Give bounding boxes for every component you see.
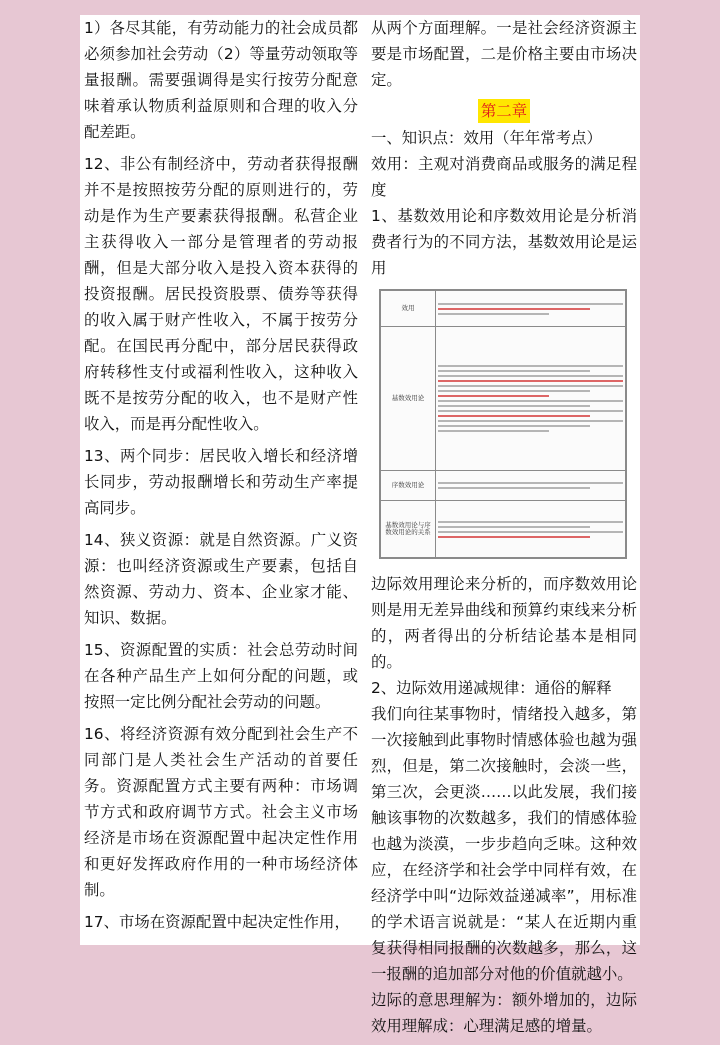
diminishing-marginal-utility-title: 2、边际效用递减规律：通俗的解释 (371, 679, 612, 697)
paragraph-left-15: 15、资源配置的实质：社会总劳动时间在各种产品生产上如何分配的问题，或按照一定比例分配社会劳动的问题。 (84, 641, 358, 711)
paragraph-marginal-analysis: 边际效用理论来分析的，而序数效用论则是用无差异曲线和预算约束线来分析的，两者得出的分析结论基本是相同的。 (371, 575, 637, 671)
chapter-heading-wrap (371, 99, 637, 123)
table-row-content (436, 501, 626, 558)
paragraph-left-16: 16、将经济资源有效分配到社会生产不同部门是人类社会生产活动的首要任务。资源配置方式主要有两种：市场调节方式和政府调节方式。社会主义市场经济是市场在资源配置中起决定性作用和更好发挥政府作用的一种市场经济体制。 (84, 725, 358, 899)
chapter-heading: 第二章 (478, 99, 530, 123)
paragraph-left-12: 12、非公有制经济中，劳动者获得报酬并不是按照按劳分配的原则进行的，劳动是作为生产要素获得报酬。私营企业主获得收入一部分是管理者的劳动报酬，但是大部分收入是投入资本获得的投资报酬。居民投资股票、债券等获得的收入属于财产性收入，不属于按劳分配。在国民再分配中，部分居民获得政府转移性支付或福利性收入，这种收入既不是按劳分配的收入，也不是财产性收入，而是再分配性收入。 (84, 155, 358, 433)
utility-theory-table-image (379, 289, 627, 559)
knowledge-point-title: 一、知识点：效用（年年常考点） (371, 129, 602, 147)
utility-definition: 效用：主观对消费商品或服务的满足程度 (371, 155, 637, 199)
paragraph-left-13: 13、两个同步：居民收入增长和经济增长同步，劳动报酬增长和劳动生产率提高同步。 (84, 447, 358, 517)
document-page (80, 15, 640, 1035)
table-row-content (436, 327, 626, 471)
paragraph-cardinal-ordinal: 1、基数效用论和序数效用论是分析消费者行为的不同方法，基数效用论是运用 (371, 207, 637, 277)
table-row-label: 效用 (381, 291, 436, 327)
paragraph-left-17: 17、市场在资源配置中起决定性作用， (84, 913, 350, 931)
left-column (84, 15, 358, 941)
table-row-label: 基数效用论与序数效用论的关系 (381, 501, 436, 558)
paragraph-diminishing-explanation: 我们向往某事物时，情绪投入越多，第一次接触到此事物时情感体验也越为强烈，但是，第二次接触时，会淡一些，第三次，会更淡……以此发展，我们接触该事物的次数越多，我们的情感体验也越为淡漠，一步步趋向乏味。这种效应，在经济学和社会学中同样有效，在经济学中叫“边际效益递减率”，用标准的学术语言说就是：“某人在近期内重复获得相同报酬的次数越多，那么，这一报酬的追加部分对他的价值就越小。 (371, 705, 637, 983)
paragraph-marginal-meaning: 边际的意思理解为：额外增加的，边际效用理解成：心理满足感的增量。 (371, 991, 637, 1035)
paragraph-left-1: 1）各尽其能，有劳动能力的社会成员都必须参加社会劳动（2）等量劳动领取等量报酬。需要强调得是实行按劳分配意味着承认物质利益原则和合理的收入分配差距。 (84, 19, 358, 141)
table-row-content (436, 291, 626, 327)
paragraph-right-top: 从两个方面理解。一是社会经济资源主要是市场配置，二是价格主要由市场决定。 (371, 19, 637, 89)
paragraph-left-14: 14、狭义资源：就是自然资源。广义资源：也叫经济资源或生产要素，包括自然资源、劳动力、资本、企业家才能、知识、数据。 (84, 531, 358, 627)
right-column (371, 15, 637, 1045)
utility-theory-table (380, 290, 626, 558)
table-row-content (436, 471, 626, 501)
table-row-label: 基数效用论 (381, 327, 436, 471)
table-row-label: 序数效用论 (381, 471, 436, 501)
